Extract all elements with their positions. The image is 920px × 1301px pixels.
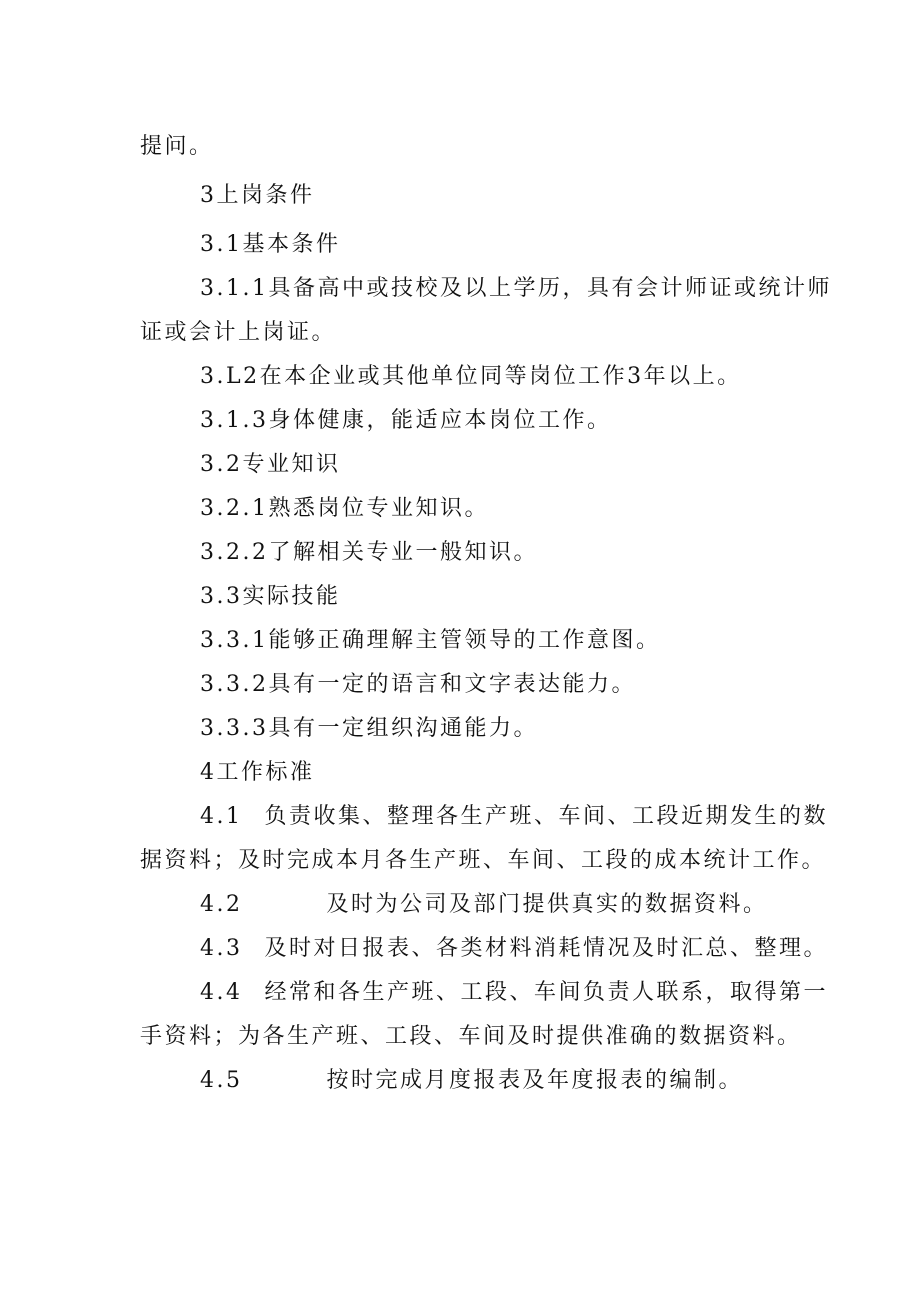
item-text: 按时完成月度报表及年度报表的编制。 [326,1068,744,1093]
standard-item [200,978,828,1008]
clause-text: 3.3.2具有一定的语言和文字表达能力。 [200,672,636,697]
item-text: 及时为公司及部门提供真实的数据资料。 [326,892,768,917]
standard-item [200,934,828,964]
clause-text: 3.2.1熟悉岗位专业知识。 [200,496,489,521]
subsection-heading: 3.2专业知识 [200,452,341,477]
clause-text: 3.3.3具有一定组织沟通能力。 [200,716,538,741]
clause-text: 3.L2在本企业或其他单位同等岗位工作3年以上。 [200,364,742,389]
item-text: 经常和各生产班、工段、车间负责人联系，取得第一 [264,980,829,1005]
item-number: 4.5 [200,1068,243,1093]
item-number: 4.1 [200,804,243,829]
item-text: 及时对日报表、各类材料消耗情况及时汇总、整理。 [264,936,829,961]
section-heading: 3上岗条件 [200,183,315,208]
item-number: 4.3 [200,936,243,961]
item-text: 负责收集、整理各生产班、车间、工段近期发生的数 [264,804,829,829]
item-number: 4.4 [200,980,243,1005]
clause-text: 3.1.1具备高中或技校及以上学历，具有会计师证或统计师 [200,276,832,301]
clause-text: 3.3.1能够正确理解主管领导的工作意图。 [200,628,661,653]
subsection-heading: 3.3实际技能 [200,584,341,609]
clause-text: 3.2.2了解相关专业一般知识。 [200,540,538,565]
clause-text-continuation: 证或会计上岗证。 [140,320,337,345]
standard-item-continuation: 据资料；及时完成本月各生产班、车间、工段的成本统计工作。 [140,848,827,873]
paragraph-continuation: 提问。 [140,134,214,159]
standard-item [200,1066,743,1096]
item-number: 4.2 [200,892,243,917]
clause-text: 3.1.3身体健康，能适应本岗位工作。 [200,408,612,433]
subsection-heading: 3.1基本条件 [200,232,341,257]
section-heading: 4工作标准 [200,760,315,785]
standard-item-continuation: 手资料；为各生产班、工段、车间及时提供准确的数据资料。 [140,1024,802,1049]
standard-item [200,802,828,832]
standard-item [200,890,768,920]
